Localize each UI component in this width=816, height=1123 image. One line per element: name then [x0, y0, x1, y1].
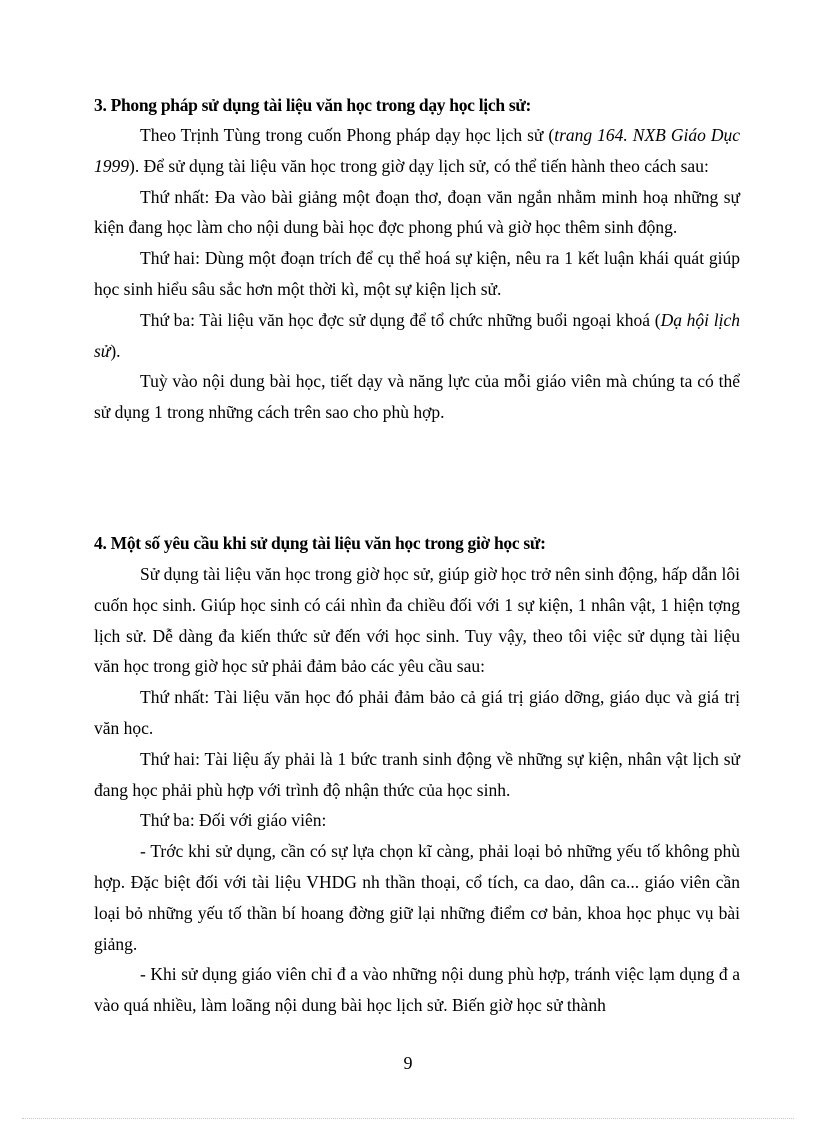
footer-divider [22, 1118, 794, 1119]
paragraph: Tuỳ vào nội dung bài học, tiết dạy và năng lực của mỗi giáo viên mà chúng ta có thể sử dụng 1 trong những cách trên sao cho phù hợp. [94, 371, 740, 423]
paragraph: Thứ hai: Tài liệu ấy phải là 1 bức tranh sinh động về những sự kiện, nhân vật lịch sử đang học phải phù hợp với trình độ nhận thức của học sinh. [94, 748, 740, 800]
paragraph: - Khi sử dụng giáo viên chỉ đ a vào những nội dung phù hợp, tránh việc lạm dụng đ a vào quá nhiều, làm loãng nội dung bài học lịch sử. Biến giờ học sử thành [94, 964, 740, 1016]
page-number: 9 [403, 1053, 413, 1073]
text-run: Theo Trịnh Tùng trong cuốn Phong pháp dạy học lịch sử ( [140, 125, 555, 145]
paragraph: Thứ nhất: Đa vào bài giảng một đoạn thơ, đoạn văn ngắn nhằm minh hoạ những sự kiện đang học làm cho nội dung bài học đợc phong phú và giờ học thêm sinh động. [94, 186, 740, 238]
section-3-body [94, 120, 740, 428]
paragraph: - Trớc khi sử dụng, cần có sự lựa chọn kĩ càng, phải loại bỏ những yếu tố không phù hợp. Đặc biệt đối với tài liệu VHDG nh thần thoại, cổ tích, ca dao, dân ca... giáo viên cần loại bỏ những yếu tố thần bí hoang đờng giữ lại những điểm cơ bản, khoa học phục vụ bài giảng. [94, 841, 740, 954]
citation-italic: trang 164. NXB Giáo Dục 1999 [94, 125, 740, 176]
section-4-heading: 4. Một số yêu cầu khi sử dụng tài liệu văn học trong giờ học sử: [94, 533, 546, 553]
paragraph [94, 305, 740, 367]
text-run: ). Để sử dụng tài liệu văn học trong giờ dạy lịch sử, có thể tiến hành theo cách sau: [129, 155, 709, 176]
section-3-heading: 3. Phong pháp sử dụng tài liệu văn học trong dạy học lịch sử: [94, 95, 532, 115]
text-run: ). [110, 340, 121, 361]
section-4-body [94, 559, 740, 1021]
event-italic: Dạ hội lịch sử [94, 309, 740, 361]
paragraph: Sử dụng tài liệu văn học trong giờ học sử, giúp giờ học trở nên sinh động, hấp dẫn lôi cuốn học sinh. Giúp học sinh có cái nhìn đa chiều đối với 1 sự kiện, 1 nhân vật, 1 hiện tợng lịch sử. Dễ dàng đa kiến thức sử đến với học sinh. Tuy vậy, theo tôi việc sử dụng tài liệu văn học trong giờ học sử phải đảm bảo các yêu cầu sau: [94, 564, 740, 677]
paragraph: Thứ hai: Dùng một đoạn trích để cụ thể hoá sự kiện, nêu ra 1 kết luận khái quát giúp học sinh hiểu sâu sắc hơn một thời kì, một sự kiện lịch sử. [94, 248, 740, 299]
paragraph: Thứ ba: Đối với giáo viên: [140, 810, 327, 831]
paragraph: Thứ nhất: Tài liệu văn học đó phải đảm bảo cả giá trị giáo dỡng, giáo dục và giá trị văn học. [94, 687, 740, 738]
paragraph [94, 120, 740, 182]
text-run: Thứ ba: Tài liệu văn học đợc sử dụng để tổ chức những buổi ngoại khoá ( [140, 309, 661, 330]
